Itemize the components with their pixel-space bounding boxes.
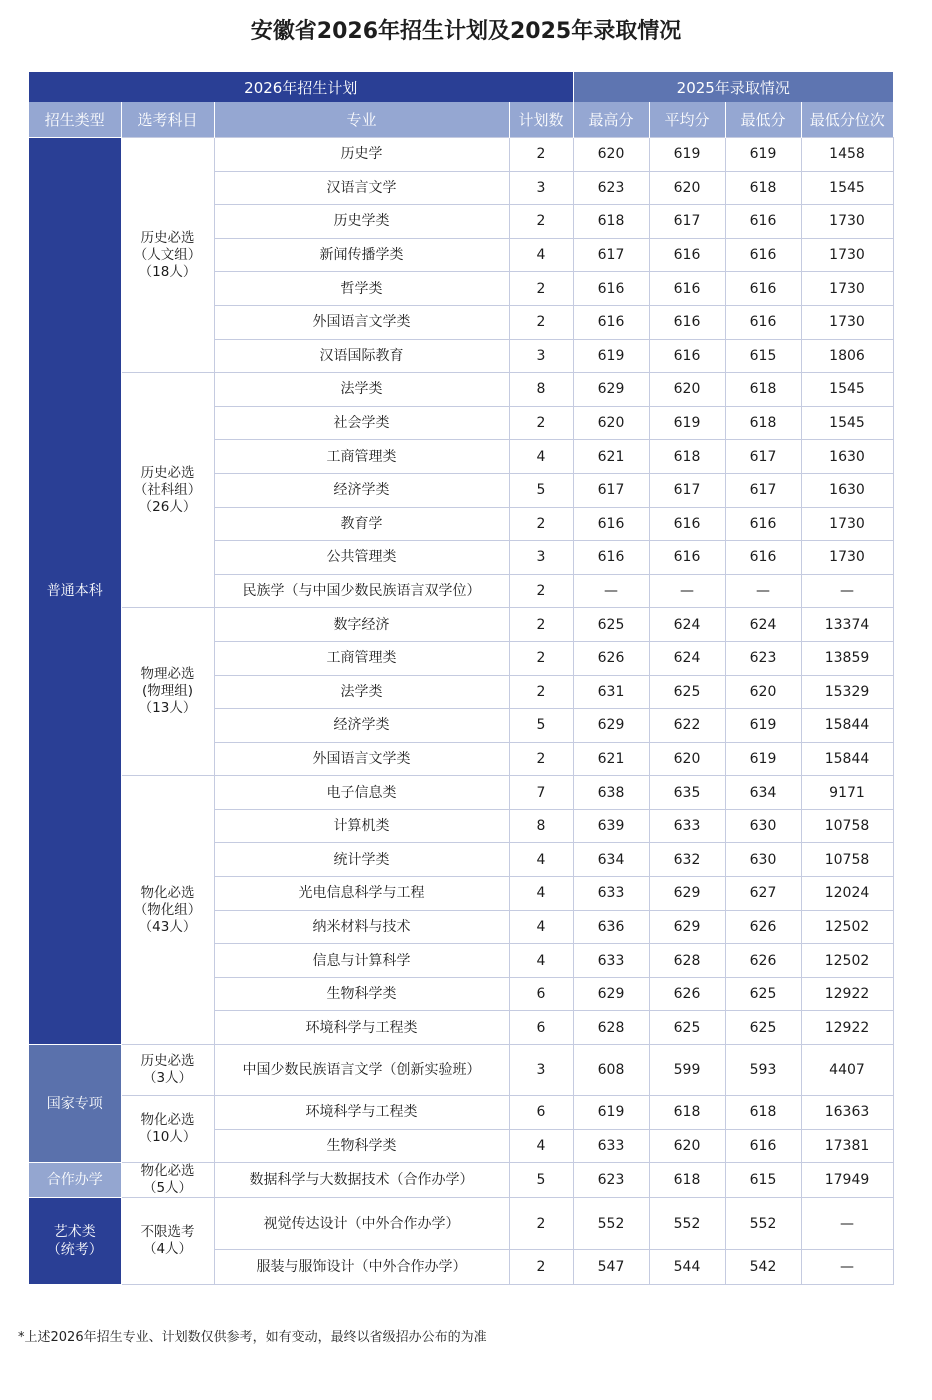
max-score-cell: 616 <box>573 305 649 339</box>
max-score-cell: 633 <box>573 944 649 978</box>
column-header-min-rank: 最低分位次 <box>801 102 893 138</box>
min-rank-cell: 15329 <box>801 675 893 709</box>
plan-count-cell: 4 <box>509 877 573 911</box>
avg-score-cell: 624 <box>649 641 725 675</box>
major-cell: 经济学类 <box>214 473 509 507</box>
avg-score-cell: 617 <box>649 205 725 239</box>
table-row <box>29 1096 893 1130</box>
min-rank-cell: 1730 <box>801 238 893 272</box>
max-score-cell: 631 <box>573 675 649 709</box>
plan-count-cell: 4 <box>509 910 573 944</box>
max-score-cell: 616 <box>573 507 649 541</box>
min-score-cell: 619 <box>725 709 801 743</box>
admission-table <box>29 72 894 1285</box>
subject-group-cell: 物化必选 （物化组） （43人） <box>121 776 214 1045</box>
avg-score-cell: 599 <box>649 1045 725 1096</box>
category-cell: 普通本科 <box>29 138 121 1045</box>
plan-count-cell: 4 <box>509 238 573 272</box>
header-row-columns <box>29 102 893 138</box>
min-score-cell: 616 <box>725 1129 801 1163</box>
min-score-cell: 627 <box>725 877 801 911</box>
max-score-cell: 633 <box>573 1129 649 1163</box>
table-row <box>29 1163 893 1198</box>
plan-count-cell: 6 <box>509 977 573 1011</box>
avg-score-cell: 620 <box>649 171 725 205</box>
plan-count-cell: 2 <box>509 138 573 172</box>
avg-score-cell: 619 <box>649 138 725 172</box>
header-row-top <box>29 72 893 102</box>
avg-score-cell: 629 <box>649 877 725 911</box>
min-score-cell: 620 <box>725 675 801 709</box>
min-rank-cell: 17949 <box>801 1163 893 1198</box>
major-cell: 视觉传达设计（中外合作办学） <box>214 1198 509 1250</box>
min-score-cell: 617 <box>725 473 801 507</box>
page-title: 安徽省2026年招生计划及2025年录取情况 <box>250 19 682 44</box>
plan-count-cell: 5 <box>509 709 573 743</box>
max-score-cell: 618 <box>573 205 649 239</box>
subject-group-cell: 物理必选 (物理组) （13人） <box>121 608 214 776</box>
avg-score-cell: 633 <box>649 809 725 843</box>
column-header-subjects: 选考科目 <box>121 102 214 138</box>
footnote: *上述2026年招生专业、计划数仅供参考，如有变动，最终以省级招办公布的为准 <box>18 1330 487 1345</box>
table-row <box>29 1198 893 1250</box>
avg-score-cell: 624 <box>649 608 725 642</box>
avg-score-cell: 618 <box>649 1096 725 1130</box>
avg-score-cell: 632 <box>649 843 725 877</box>
column-header-plan: 计划数 <box>509 102 573 138</box>
avg-score-cell: 628 <box>649 944 725 978</box>
header-plan-2026: 2026年招生计划 <box>29 72 573 102</box>
avg-score-cell: 629 <box>649 910 725 944</box>
max-score-cell: 620 <box>573 138 649 172</box>
min-score-cell: 618 <box>725 171 801 205</box>
plan-count-cell: 2 <box>509 205 573 239</box>
subject-group-cell: 历史必选 （3人） <box>121 1045 214 1096</box>
min-score-cell: 619 <box>725 742 801 776</box>
min-rank-cell: 1545 <box>801 406 893 440</box>
table-row <box>29 373 893 407</box>
max-score-cell: 608 <box>573 1045 649 1096</box>
min-score-cell: 619 <box>725 138 801 172</box>
plan-count-cell: 8 <box>509 809 573 843</box>
avg-score-cell: — <box>649 574 725 608</box>
major-cell: 光电信息科学与工程 <box>214 877 509 911</box>
max-score-cell: 629 <box>573 977 649 1011</box>
min-rank-cell: 13859 <box>801 641 893 675</box>
avg-score-cell: 616 <box>649 339 725 373</box>
avg-score-cell: 616 <box>649 507 725 541</box>
max-score-cell: 617 <box>573 238 649 272</box>
major-cell: 教育学 <box>214 507 509 541</box>
min-rank-cell: 10758 <box>801 809 893 843</box>
plan-count-cell: 2 <box>509 742 573 776</box>
category-cell: 合作办学 <box>29 1163 121 1198</box>
avg-score-cell: 625 <box>649 675 725 709</box>
column-header-min: 最低分 <box>725 102 801 138</box>
min-score-cell: 618 <box>725 406 801 440</box>
avg-score-cell: 616 <box>649 305 725 339</box>
table-row <box>29 608 893 642</box>
min-score-cell: 630 <box>725 809 801 843</box>
table-body <box>29 138 893 1285</box>
plan-count-cell: 2 <box>509 272 573 306</box>
max-score-cell: 625 <box>573 608 649 642</box>
subject-group-cell: 物化必选 （5人） <box>121 1163 214 1198</box>
min-rank-cell: 12024 <box>801 877 893 911</box>
min-score-cell: 618 <box>725 373 801 407</box>
plan-count-cell: 5 <box>509 1163 573 1198</box>
major-cell: 公共管理类 <box>214 541 509 575</box>
max-score-cell: 629 <box>573 709 649 743</box>
min-score-cell: — <box>725 574 801 608</box>
major-cell: 计算机类 <box>214 809 509 843</box>
min-rank-cell: 4407 <box>801 1045 893 1096</box>
min-rank-cell: 17381 <box>801 1129 893 1163</box>
plan-count-cell: 3 <box>509 1045 573 1096</box>
min-rank-cell: 13374 <box>801 608 893 642</box>
min-score-cell: 634 <box>725 776 801 810</box>
min-rank-cell: — <box>801 1198 893 1250</box>
plan-count-cell: 7 <box>509 776 573 810</box>
major-cell: 历史学类 <box>214 205 509 239</box>
min-rank-cell: 9171 <box>801 776 893 810</box>
min-score-cell: 615 <box>725 1163 801 1198</box>
avg-score-cell: 635 <box>649 776 725 810</box>
max-score-cell: 633 <box>573 877 649 911</box>
major-cell: 历史学 <box>214 138 509 172</box>
major-cell: 汉语国际教育 <box>214 339 509 373</box>
min-score-cell: 630 <box>725 843 801 877</box>
major-cell: 外国语言文学类 <box>214 742 509 776</box>
category-cell: 国家专项 <box>29 1045 121 1163</box>
major-cell: 中国少数民族语言文学（创新实验班） <box>214 1045 509 1096</box>
min-score-cell: 616 <box>725 507 801 541</box>
table-row <box>29 1045 893 1096</box>
major-cell: 新闻传播学类 <box>214 238 509 272</box>
plan-count-cell: 4 <box>509 1129 573 1163</box>
avg-score-cell: 620 <box>649 373 725 407</box>
table-row <box>29 138 893 172</box>
plan-count-cell: 3 <box>509 339 573 373</box>
min-rank-cell: 1630 <box>801 473 893 507</box>
plan-count-cell: 2 <box>509 675 573 709</box>
avg-score-cell: 616 <box>649 238 725 272</box>
max-score-cell: 619 <box>573 1096 649 1130</box>
major-cell: 民族学（与中国少数民族语言双学位） <box>214 574 509 608</box>
min-rank-cell: 1730 <box>801 272 893 306</box>
min-score-cell: 625 <box>725 1011 801 1045</box>
max-score-cell: — <box>573 574 649 608</box>
min-score-cell: 623 <box>725 641 801 675</box>
major-cell: 社会学类 <box>214 406 509 440</box>
major-cell: 外国语言文学类 <box>214 305 509 339</box>
plan-count-cell: 2 <box>509 406 573 440</box>
max-score-cell: 617 <box>573 473 649 507</box>
avg-score-cell: 618 <box>649 1163 725 1198</box>
plan-count-cell: 4 <box>509 843 573 877</box>
plan-count-cell: 2 <box>509 641 573 675</box>
table-row <box>29 776 893 810</box>
major-cell: 数字经济 <box>214 608 509 642</box>
min-score-cell: 616 <box>725 238 801 272</box>
max-score-cell: 636 <box>573 910 649 944</box>
avg-score-cell: 619 <box>649 406 725 440</box>
plan-count-cell: 3 <box>509 541 573 575</box>
max-score-cell: 634 <box>573 843 649 877</box>
major-cell: 生物科学类 <box>214 1129 509 1163</box>
avg-score-cell: 620 <box>649 1129 725 1163</box>
header-admission-2025: 2025年录取情况 <box>573 72 893 102</box>
max-score-cell: 619 <box>573 339 649 373</box>
major-cell: 统计学类 <box>214 843 509 877</box>
min-rank-cell: 15844 <box>801 742 893 776</box>
plan-count-cell: 5 <box>509 473 573 507</box>
column-header-category: 招生类型 <box>29 102 121 138</box>
min-score-cell: 616 <box>725 305 801 339</box>
min-score-cell: 626 <box>725 944 801 978</box>
major-cell: 法学类 <box>214 373 509 407</box>
min-rank-cell: 12502 <box>801 910 893 944</box>
max-score-cell: 623 <box>573 1163 649 1198</box>
plan-count-cell: 2 <box>509 574 573 608</box>
column-header-max: 最高分 <box>573 102 649 138</box>
max-score-cell: 621 <box>573 440 649 474</box>
max-score-cell: 628 <box>573 1011 649 1045</box>
min-rank-cell: 1730 <box>801 507 893 541</box>
min-rank-cell: 1545 <box>801 373 893 407</box>
avg-score-cell: 625 <box>649 1011 725 1045</box>
avg-score-cell: 618 <box>649 440 725 474</box>
min-rank-cell: 15844 <box>801 709 893 743</box>
min-score-cell: 552 <box>725 1198 801 1250</box>
avg-score-cell: 616 <box>649 541 725 575</box>
avg-score-cell: 616 <box>649 272 725 306</box>
subject-group-cell: 物化必选 （10人） <box>121 1096 214 1163</box>
min-score-cell: 615 <box>725 339 801 373</box>
min-score-cell: 616 <box>725 541 801 575</box>
min-rank-cell: 1630 <box>801 440 893 474</box>
column-header-avg: 平均分 <box>649 102 725 138</box>
plan-count-cell: 2 <box>509 507 573 541</box>
column-header-major: 专业 <box>214 102 509 138</box>
subject-group-cell: 不限选考 （4人） <box>121 1198 214 1285</box>
min-score-cell: 626 <box>725 910 801 944</box>
plan-count-cell: 4 <box>509 440 573 474</box>
avg-score-cell: 620 <box>649 742 725 776</box>
avg-score-cell: 544 <box>649 1250 725 1285</box>
min-rank-cell: 1730 <box>801 541 893 575</box>
min-rank-cell: 10758 <box>801 843 893 877</box>
plan-count-cell: 2 <box>509 1198 573 1250</box>
max-score-cell: 638 <box>573 776 649 810</box>
avg-score-cell: 626 <box>649 977 725 1011</box>
max-score-cell: 620 <box>573 406 649 440</box>
min-rank-cell: 12922 <box>801 1011 893 1045</box>
max-score-cell: 547 <box>573 1250 649 1285</box>
plan-count-cell: 6 <box>509 1096 573 1130</box>
min-rank-cell: 1730 <box>801 305 893 339</box>
major-cell: 环境科学与工程类 <box>214 1011 509 1045</box>
max-score-cell: 623 <box>573 171 649 205</box>
min-score-cell: 593 <box>725 1045 801 1096</box>
major-cell: 信息与计算科学 <box>214 944 509 978</box>
min-rank-cell: — <box>801 1250 893 1285</box>
major-cell: 电子信息类 <box>214 776 509 810</box>
min-score-cell: 624 <box>725 608 801 642</box>
min-rank-cell: 1806 <box>801 339 893 373</box>
avg-score-cell: 622 <box>649 709 725 743</box>
avg-score-cell: 552 <box>649 1198 725 1250</box>
min-rank-cell: 1545 <box>801 171 893 205</box>
subject-group-cell: 历史必选 （人文组） （18人） <box>121 138 214 373</box>
subject-group-cell: 历史必选 （社科组） （26人） <box>121 373 214 608</box>
major-cell: 生物科学类 <box>214 977 509 1011</box>
major-cell: 纳米材料与技术 <box>214 910 509 944</box>
major-cell: 汉语言文学 <box>214 171 509 205</box>
major-cell: 工商管理类 <box>214 641 509 675</box>
min-score-cell: 618 <box>725 1096 801 1130</box>
min-score-cell: 616 <box>725 272 801 306</box>
max-score-cell: 629 <box>573 373 649 407</box>
major-cell: 哲学类 <box>214 272 509 306</box>
max-score-cell: 639 <box>573 809 649 843</box>
min-rank-cell: 1458 <box>801 138 893 172</box>
min-score-cell: 542 <box>725 1250 801 1285</box>
major-cell: 法学类 <box>214 675 509 709</box>
min-rank-cell: 12922 <box>801 977 893 1011</box>
plan-count-cell: 4 <box>509 944 573 978</box>
category-cell: 艺术类 （统考） <box>29 1198 121 1285</box>
plan-count-cell: 3 <box>509 171 573 205</box>
max-score-cell: 621 <box>573 742 649 776</box>
plan-count-cell: 6 <box>509 1011 573 1045</box>
major-cell: 数据科学与大数据技术（合作办学） <box>214 1163 509 1198</box>
plan-count-cell: 8 <box>509 373 573 407</box>
min-score-cell: 617 <box>725 440 801 474</box>
min-rank-cell: 16363 <box>801 1096 893 1130</box>
avg-score-cell: 617 <box>649 473 725 507</box>
major-cell: 环境科学与工程类 <box>214 1096 509 1130</box>
min-rank-cell: — <box>801 574 893 608</box>
plan-count-cell: 2 <box>509 1250 573 1285</box>
major-cell: 工商管理类 <box>214 440 509 474</box>
max-score-cell: 626 <box>573 641 649 675</box>
min-rank-cell: 12502 <box>801 944 893 978</box>
max-score-cell: 616 <box>573 272 649 306</box>
major-cell: 经济学类 <box>214 709 509 743</box>
min-score-cell: 625 <box>725 977 801 1011</box>
major-cell: 服装与服饰设计（中外合作办学） <box>214 1250 509 1285</box>
min-rank-cell: 1730 <box>801 205 893 239</box>
max-score-cell: 616 <box>573 541 649 575</box>
plan-count-cell: 2 <box>509 608 573 642</box>
max-score-cell: 552 <box>573 1198 649 1250</box>
plan-count-cell: 2 <box>509 305 573 339</box>
min-score-cell: 616 <box>725 205 801 239</box>
